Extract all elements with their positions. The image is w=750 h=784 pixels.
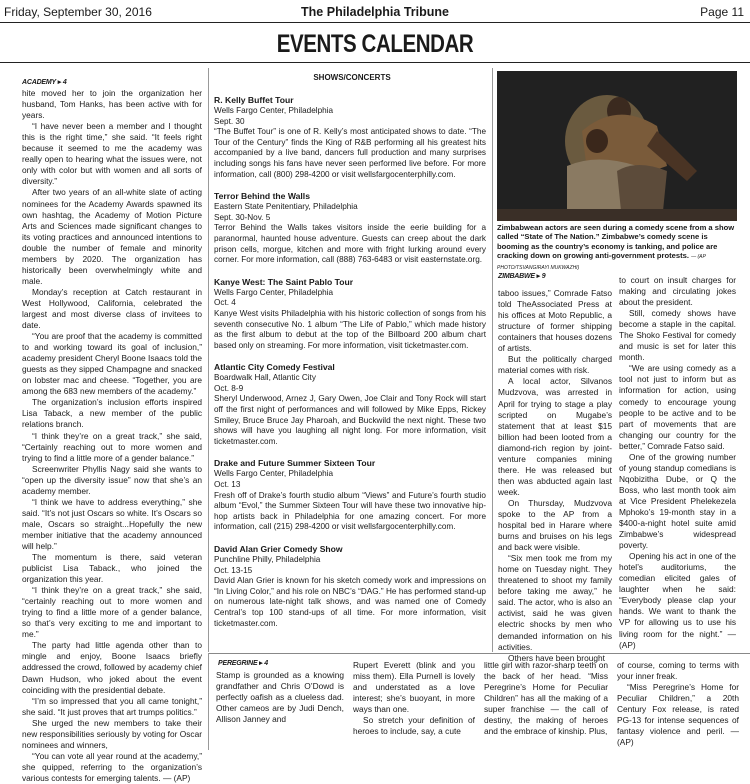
event-description: “The Buffet Tour” is one of R. Kelly’s most anticipated shows to date. “The Tour of the Century” finds the King of R&B performing all his greatest hits accompanied by a live band, dancers full production and many surprises including songs his fans have never seen performed live before. For more information, call (800) 298-4200 or visit wellsfargocenterphilly.com. [214,127,486,179]
story-paragraph: “I think they’re on a great track,” she said, “certainly reaching out to more women and trying to find a little more of a gender balance, so that’s very exciting to me and important to me.” [22,585,202,640]
story-paragraph: One of the growing number of young standup comedians is Nqobizitha Dube, or Q the Boss, who last month took aim at Vice President Phelekezela Mphoko’s 19-month stay in a $400-a-night hotel suite amid Zimbabwe’s widespread poverty. [619,451,736,551]
event-venue: Punchline Philly, Philadelphia [214,555,321,564]
event-listing [214,95,486,180]
event-title: Drake and Future Summer Sixteen Tour [214,458,376,469]
column-divider [208,653,209,750]
title-rule [0,62,750,63]
event-title: Kanye West: The Saint Pablo Tour [214,276,354,287]
story-paragraph: to court on insult charges for making and circulating jokes about the president. [619,275,736,308]
event-venue: Wells Fargo Center, Philadelphia [214,287,334,297]
story-paragraph: hite moved her to join the organization her husband, Tom Hanks, has been active with for years. [22,88,202,121]
story-paragraph: Still, comedy shows have become a staple in the capital. The Shoko Festival for comedy and music is set for later this month. [619,308,736,363]
story-paragraph: “We are using comedy as a tool not just to inform but as information for action, using comedy to encourage young people to be active and to be part of movements that are changing our country for the better,” Comrade Fatso said. [619,363,736,451]
event-description: Terror Behind the Walls takes visitors inside the eerie building for a paranormal, haunted house adventure. Guests can creep about the dark prison cells, morgue, kitchen and more with fright lurking around every corner. For more information, call (888) 763-6483 or visit easternstate.org. [214,223,486,265]
event-date: Oct. 13 [214,480,241,490]
event-title: R. Kelly Buffet Tour [214,95,294,105]
event-title: Atlantic City Comedy Festival [214,362,335,373]
zimbabwe-story-column-1 [498,271,612,663]
peregrine-story-column-1 [216,670,344,750]
story-paragraph: After two years of an all-white slate of acting nominees for the Academy Awards spawned its own hashtag, the Academy of Motion Picture Arts and Sciences made significant changes to its voting practices and announced intentions to double the number of female and minority members by 2020. The organization has historically been overwhelmingly white and male. [22,187,202,286]
peregrine-story-column-2 [353,660,475,750]
story-paragraph: “You are proof that the academy is committed to and working toward its goal of inclusion,” academy president Cheryl Boone Isaacs told the guests as they sipped Champagne and snacked on lobster mac and cheese. “Together, you are among the 683 new members of the academy.” [22,331,202,397]
story-paragraph: “Miss Peregrine’s Home for Peculiar Children,” a 20th Century Fox release, is rated PG-13 for intense sequences of fantasy violence and peril. — (AP) [617,682,739,748]
story-paragraph: On Thursday, Mudzvova spoke to the AP from a hospital bed in Harare where burns and bruises on his legs and back were visible. [498,497,612,553]
story-body [22,88,202,784]
event-date: Oct. 4 [214,298,236,308]
event-date: Oct. 8-9 [214,383,244,393]
story-body [498,288,612,664]
newspaper-name: The Philadelphia Tribune [301,5,449,19]
shows-listings [214,95,486,651]
header-rule [0,22,750,23]
story-paragraph: The organization’s inclusion efforts inspired Lisa Taback, a new member of the public relations branch. [22,397,202,430]
event-venue: Eastern State Penitentiary, Philadelphia [214,202,358,212]
event-list [214,95,486,629]
story-body [619,275,736,651]
event-venue: Boardwalk Hall, Atlantic City [214,373,316,383]
page-title: EVENTS CALENDAR [276,30,474,58]
story-paragraph: The momentum is there, said veteran publicist Lisa Taback., who joined the organization this year. [22,552,202,585]
bottom-story-rule [209,653,750,654]
event-listing [214,191,486,266]
story-paragraph: “I think they’re on a great track,” she said, “Certainly reaching out to more women and trying to find a little more of a gender balance.” [22,430,202,463]
event-venue: Wells Fargo Center, Philadelphia [214,469,334,479]
actors-photo-illustration [497,71,737,221]
event-date: Sept. 30-Nov. 5 [214,212,271,222]
section-heading: SHOWS/CONCERTS [313,73,391,82]
event-venue: Wells Fargo Center, Philadelphia [214,106,334,115]
event-title: Terror Behind the Walls [214,191,310,202]
event-listing [214,458,486,533]
story-paragraph: “You can vote all year round at the academy,” she quipped, referring to the organization’s various contests for emerging talents. — (AP) [22,750,202,783]
photo-credit: — (AP PHOTO/TSVANGIRAYI MUKWAZHI) [497,253,706,272]
story-paragraph: The party had little agenda other than to mingle and enjoy, Boone Isaacs briefly addressed the crowd, followed by academy chief Dawn Hudson, who joked about the event coinciding with the presidential debate. [22,640,202,695]
story-paragraph: So stretch your definition of heroes to include, say, a cute [353,715,475,737]
event-listing [214,277,486,352]
story-paragraph: Monday’s reception at Catch restaurant in West Hollywood, California, celebrated the largest and most diverse class of invitees to date. [22,286,202,331]
story-paragraph: “I think we have to address everything,” she said. “It’s not just Oscars so white. It’s Oscars so male, Oscars so straight...Hopefully the new member initiative that the academy announced will help.” [22,496,202,551]
story-paragraph: of course, coming to terms with your inner freak. [617,660,739,682]
peregrine-story-column-3 [484,660,608,750]
story-paragraph: little girl with razor-sharp teeth on the back of her head. “Miss Peregrine’s Home for Peculiar Children” has all the making of a super franchise — the call of destiny, the making of heroes and the embrace of kinship. Plus, [484,660,608,737]
story-paragraph: Stamp is grounded as a knowing grandfather and Chris O’Dowd is perfectly oafish as a clueless dad. Other cameos are by Judi Dench, Allison Janney and [216,670,344,725]
event-description: David Alan Grier is known for his sketch comedy work and impressions on “In Living Color,” and his role on NBC’s “DAG.” He has performed stand-up on numerous late-night talk shows, and was named one of Comedy Central’s top 100 stand-ups of all time. For more information, visit ticketmaster.com. [214,576,486,628]
column-divider [208,68,209,652]
comedy-photo [497,71,737,221]
event-description: Kanye West visits Philadelphia with his historic collection of songs from his seventh consecutive No. 1 album “The Life of Pablo,” which made history as the first album to debut at the top of the Billboard 200 album chart based only on streaming. For more information, visit ticketmaster.com. [214,308,486,350]
story-paragraph: Screenwriter Phyllis Nagy said she wants to “open up the diversity issue” now that she’s an academy member. [22,463,202,496]
story-paragraph: Others have been brought [508,652,605,663]
page-number: Page 11 [700,5,744,19]
page-header [0,0,750,24]
event-description: Fresh off of Drake’s fourth studio album “Views” and Future’s fourth studio album “Evol,” the Summer Sixteen Tour will have these two innovative hip-hop artists back in Philadelphia for one amazing concert. For more information, call (215) 298-4200 or visit wellsfargocenterphilly.com. [214,490,486,532]
story-paragraph: Rupert Everett (blink and you miss them). Ella Purnell is lovely and understated as a love interest; she’s buoyant, in more ways than one. [353,660,475,715]
event-title: David Alan Grier Comedy Show [214,544,343,554]
zimbabwe-story-column-2 [619,275,736,648]
story-paragraph: taboo issues,” Comrade Fatso told TheAssociated Press at his offices at Moto Republic, a structure of former shipping containers that houses dozens of artists. [498,288,612,354]
event-description: Sheryl Underwood, Arnez J, Gary Owen, Joe Clair and Tony Rock will start off the first night of performances and will followed by Mike Epps, Rickey Smiley, Bruce Bruce Jay Pharoah, and Buckwild the next night. These two shows will have you laughing all night long. For more information, visit ticketmaster.com. [214,394,486,446]
story-paragraph: Opening his act in one of the hotel’s auditoriums, the comedian elicited gales of laughter when he said: “Everybody please clap your hands. We want to thank the VP for allowing us to use his living room for the night.” — (AP) [619,551,736,650]
peregrine-story-column-4 [617,660,739,750]
jump-label: ZIMBABWE ▸ 9 [498,273,546,280]
jump-label: PEREGRINE ▸ 4 [218,660,268,667]
issue-date: Friday, September 30, 2016 [4,5,152,19]
story-paragraph: But the politically charged material comes with risk. [498,354,612,376]
event-listing [214,544,486,629]
story-paragraph: She urged the new members to take their new responsibilities seriously by voting for Oscar nominees and winners, [22,717,202,750]
jump-label: ACADEMY ▸ 4 [22,79,67,86]
photo-caption: Zimbabwean actors are seen during a comedy scene from a show called “State of The Nation.” Zimbabwe’s comedy scene is booming as the country’s economy is tanking, and police are cracking down on growing anti-government protests. — (AP PHOTO/TSVANGIRAYI MUKWAZHI) [497,223,735,272]
story-paragraph: “Six men took me from my home on Tuesday night. They threatened to shoot my family before taking me away,” he said. The actor, who is also an activist, said he was given electric shocks by men who demanded information on his activities. [498,553,612,652]
story-paragraph: A local actor, Silvanos Mudzvova, was arrested in April for trying to stage a play scripted on Mugabe’s statement that at least $15 billion had been looted from a diamond-rich region by joint-venture companies mining there. He was released but then was abducted again last week. [498,376,612,497]
column-divider [492,68,493,652]
academy-story [22,77,202,783]
event-date: Oct. 13-15 [214,565,253,575]
story-paragraph: “I’m so impressed that you all came tonight,” she said. “It just proves that art trumps politics.” [22,695,202,717]
event-date: Sept. 30 [214,116,245,126]
event-listing [214,362,486,447]
story-paragraph: “I have never been a member and I thought this is the right time,” she said. “It feels right because it seemed to me the academy was really open to hearing what the issues were, not only with color but with women and all sorts of diversity.” [22,121,202,187]
